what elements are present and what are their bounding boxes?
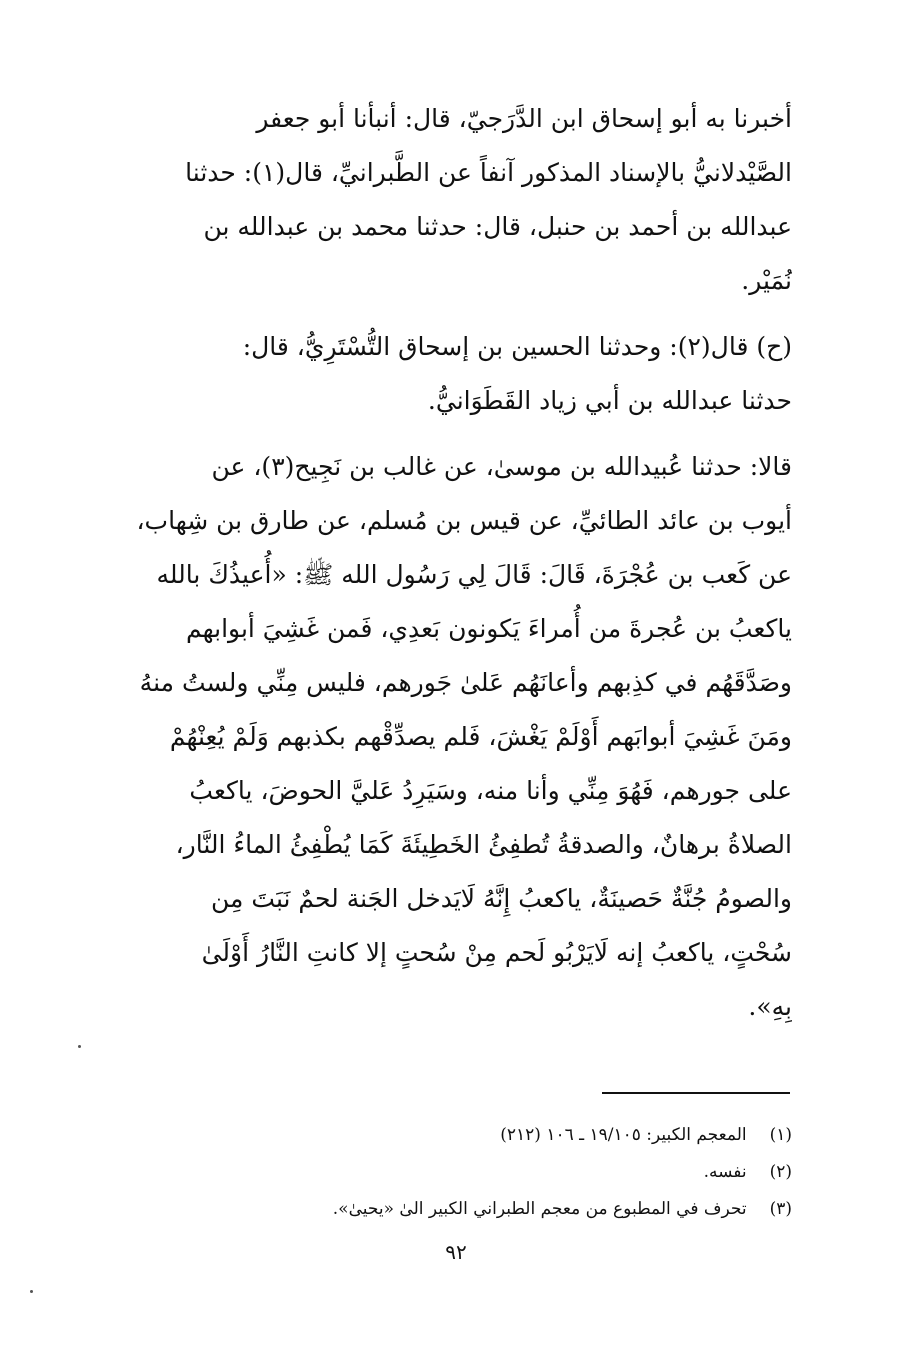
footnote-text: نفسه. <box>703 1162 747 1182</box>
text-line: أيوب بن عائد الطائيِّ، عن قيس بن مُسلم، عن طارق بن شِهاب، <box>136 506 792 535</box>
footnote-text: المعجم الكبير: ١٩/١٠٥ ـ ١٠٦ (٢١٢) <box>500 1125 747 1145</box>
page-number: ٩٢ <box>445 1240 467 1264</box>
text-line: الصَّيْدلانيُّ بالإسناد المذكور آنفاً عن الطَّبرانيِّ، قال(١): حدثنا <box>185 158 792 187</box>
text-line: سُحْتٍ، ياكعبُ إنه لَايَرْبُو لَحم مِنْ سُحتٍ إلا كانتِ النَّارُ أَوْلَىٰ <box>201 938 792 967</box>
text-line: ياكعبُ بن عُجرةَ من أُمراءَ يَكونون بَعدِي، فَمن غَشِيَ أبوابهم <box>185 614 792 643</box>
footnote-3 <box>120 1191 792 1228</box>
paragraph-3 <box>120 440 792 1034</box>
footnote-text: تحرف في المطبوع من معجم الطبراني الكبير الىٰ «يحيىٰ». <box>332 1199 747 1219</box>
footnote-number: (٣) <box>769 1199 792 1219</box>
text-line: والصومُ جُنَّةٌ حَصينَةٌ، ياكعبُ إِنَّهُ لَايَدخل الجَنة لحمٌ نَبَتَ مِن <box>211 884 792 913</box>
footnotes <box>120 1117 792 1228</box>
text-line: (ح) قال(٢): وحدثنا الحسين بن إسحاق التُّسْتَرِيُّ، قال: <box>242 332 792 361</box>
text-line: عبدالله بن أحمد بن حنبل، قال: حدثنا محمد بن عبدالله بن <box>203 212 792 241</box>
paragraph-2 <box>120 320 792 428</box>
scan-speck <box>78 1045 81 1048</box>
scan-speck <box>30 1290 33 1293</box>
footnote-1 <box>120 1117 792 1154</box>
text-line: ومَنَ غَشِيَ أبوابَهم أَوْلَمْ يَغْشَ، فَلم يصدِّقْهم بكذبهم وَلَمْ يُعِنْهُمْ <box>169 722 792 751</box>
text-line: بِهِ». <box>748 992 792 1021</box>
text-line: قالا: حدثنا عُبيدالله بن موسىٰ، عن غالب بن نَجِيح(٣)، عن <box>211 452 792 481</box>
footnote-number: (٢) <box>769 1162 792 1182</box>
main-text <box>120 92 792 1046</box>
footnote-number: (١) <box>769 1125 792 1145</box>
text-line: حدثنا عبدالله بن أبي زياد القَطَوَانيُّ. <box>427 386 792 415</box>
footnote-2 <box>120 1154 792 1191</box>
text-line: نُمَيْر. <box>741 266 792 295</box>
footnote-separator <box>602 1092 790 1094</box>
text-line: عن كَعب بن عُجْرَةَ، قَالَ: قَالَ لِي رَسُول الله ﷺ: «أُعيذُكَ بالله <box>156 560 792 589</box>
text-line: وصَدَّقَهُم في كذِبهم وأعانَهُم عَلىٰ جَورهم، فليس مِنِّي ولستُ منهُ <box>139 668 792 697</box>
paragraph-1 <box>120 92 792 308</box>
text-line: الصلاةُ برهانٌ، والصدقةُ تُطفِئُ الخَطِيئَةَ كَمَا يُطْفِئُ الماءُ النَّار، <box>175 830 792 859</box>
text-line: على جورهم، فَهُوَ مِنِّي وأنا منه، وسَيَرِدُ عَليَّ الحوضَ، ياكعبُ <box>189 776 792 805</box>
text-line: أخبرنا به أبو إسحاق ابن الدَّرَجيّ، قال: أنبأنا أبو جعفر <box>256 104 792 133</box>
